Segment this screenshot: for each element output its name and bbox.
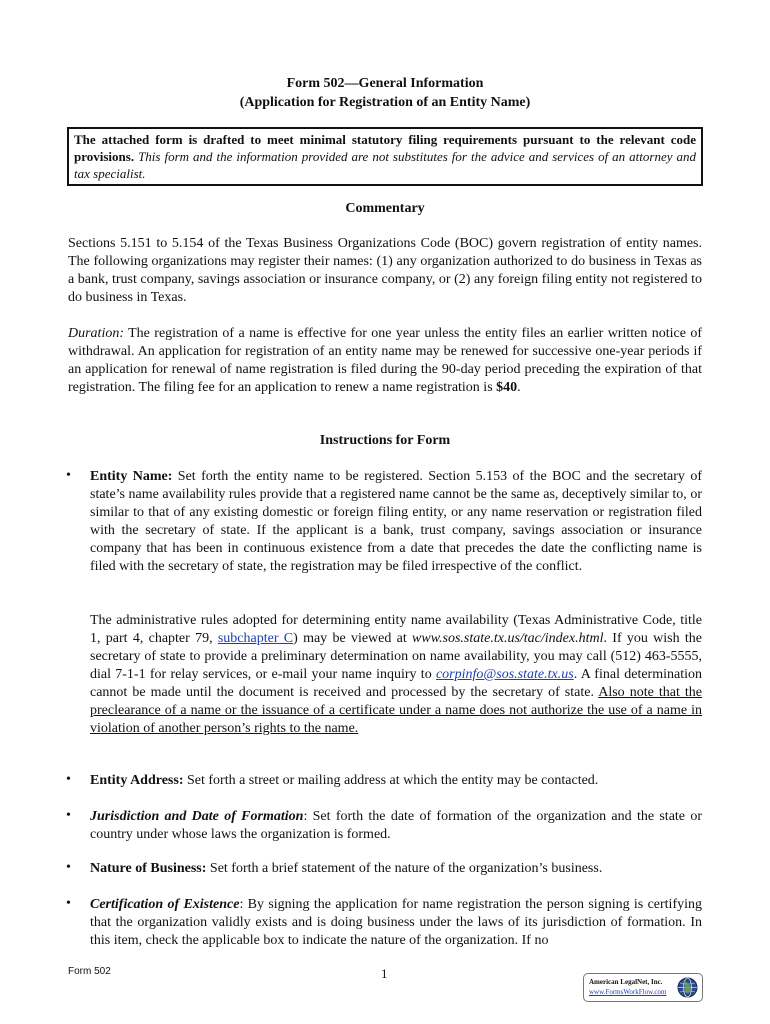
corpinfo-email-link[interactable]: corpinfo@sos.state.tx.us [435,667,574,682]
duration-label: Duration: [68,326,124,341]
entity-name-label: Entity Name: [90,469,173,484]
disclaimer-italic-text: This form and the information provided are not substitutes for the advice and services of an attorney and tax specialist. [74,149,696,181]
bullet-marker: • [66,772,71,787]
bullet-marker: • [66,468,71,483]
admin-text-1: The administrative rules adopted for determining entity name availability (Texas Administrative Code, title 1, part 4, chapter 79, [90,613,702,646]
commentary-heading: Commentary [345,201,425,216]
preclearance-note: Also note that the preclearance of a name or the issuance of a certificate under a name does not authorize the use of a name in violation of another person’s rights to the name. [90,685,702,736]
certification-label: Certification of Existence [90,897,240,912]
jurisdiction-instruction [90,808,702,844]
nature-of-business-label: Nature of Business: [90,861,207,876]
publisher-badge[interactable] [583,973,703,1002]
page-number: 1 [381,966,388,981]
entity-name-instruction [90,468,702,576]
nature-of-business-text: Set forth a brief statement of the nature of the organization’s business. [206,861,603,876]
certification-text: : By signing the application for name registration the person signing is certifying that the organization validly exists and is doing business under the laws of its jurisdiction of formation. In this item, check the applicable box to indicate the nature of the organization. If no [90,897,703,948]
form-subtitle: (Application for Registration of an Entity Name) [239,95,531,110]
entity-address-instruction [90,772,702,790]
nature-of-business-instruction [90,860,702,878]
globe-logo-icon [677,977,698,998]
entity-name-text: Set forth the entity name to be registered. Section 5.153 of the BOC and the secretary of state’s name availability rules provide that a registered name cannot be the same as, deceptively similar to, or similar to that of any existing domestic or foreign filing entity, or any name reservation or registration filed with the secretary of state. If the applicant is a bank, trust company, savings association or insurance company that has been in continuous existence from a date that precedes the date the conflicting name is filed with the secretary of state, the registration may be filed irrespective of the conflict. [90,469,702,574]
entity-address-text: Set forth a street or mailing address at which the entity may be contacted. [183,773,599,788]
tac-url: www.sos.state.tx.us/tac/index.html [412,631,604,646]
commentary-paragraph: Sections 5.151 to 5.154 of the Texas Business Organizations Code (BOC) govern registration of entity names. The following organizations may register their names: (1) any organization authorized to do business in Texas as a bank, trust company, savings association or insurance company, or (2) any foreign filing entity not registered to do business in Texas. [68,236,702,305]
admin-text-3: . If you wish the secretary of state to provide a preliminary determination on name availability, you may call (512) 463-5555, dial 7-1-1 for relay services, or e-mail your name inquiry to [90,631,702,682]
fee-period: . [517,380,521,395]
bullet-marker: • [66,860,71,875]
footer-form-label: Form 502 [68,966,111,977]
entity-address-label: Entity Address: [90,773,184,788]
duration-text: The registration of a name is effective for one year unless the entity files an earlier written notice of withdrawal. An application for registration of an entity name may be renewed for successive one-year periods if an application for renewal of name registration is filed during the 90-day period preceding the expiration of that registration. The filing fee for an application to renew a name registration is [68,326,702,395]
admin-text-2: ) may be viewed at [293,631,413,646]
publisher-website-link[interactable]: www.FormsWorkFlow.com [589,988,667,996]
certification-instruction [90,896,702,950]
admin-text-4: . A final determination cannot be made until the document is received and processed by the secretary of state. [90,667,702,700]
jurisdiction-text: : Set forth the date of formation of the organization and the state or country under whose laws the organization is formed. [90,809,702,842]
bullet-marker: • [66,808,71,823]
instructions-heading: Instructions for Form [319,433,451,448]
form-title: Form 502—General Information [286,76,484,91]
renewal-fee: $40 [496,380,518,395]
disclaimer-bold-text: The attached form is drafted to meet minimal statutory filing requirements pursuant to the relevant code provisions. [74,132,696,164]
subchapter-c-link[interactable]: subchapter C [217,631,294,646]
duration-paragraph [68,325,702,397]
jurisdiction-label: Jurisdiction and Date of Formation [90,809,304,824]
admin-rules-paragraph [90,612,702,738]
publisher-name: American LegalNet, Inc. [589,978,663,986]
disclaimer-box [67,127,703,186]
bullet-marker: • [66,896,71,911]
